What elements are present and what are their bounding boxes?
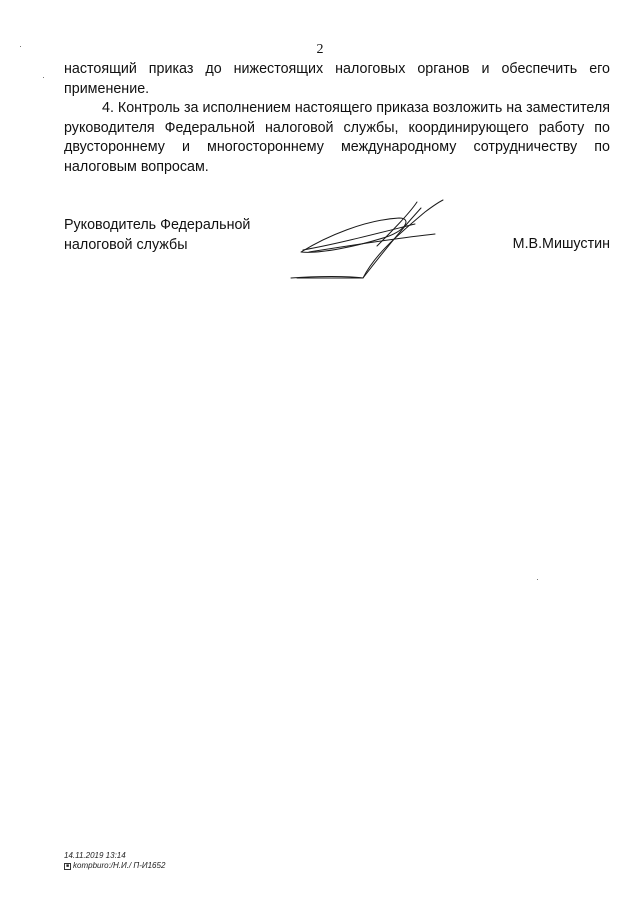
page-number: 2 xyxy=(316,42,324,57)
file-icon: ■ xyxy=(65,862,70,869)
signatory-position xyxy=(64,216,284,255)
scan-speck xyxy=(537,579,538,580)
paragraph-item-4: 4. Контроль за исполнением настоящего приказа возложить на заместителя руководителя Федеральной налоговой службы, координирующего работу по двустороннему и многостороннему международному сотрудничеству по налоговым вопросам. xyxy=(64,100,610,175)
position-line-1: Руководитель Федеральной xyxy=(64,217,251,233)
position-line-2: налоговой службы xyxy=(64,236,188,253)
handwritten-signature xyxy=(287,194,447,280)
scan-speck xyxy=(43,77,44,78)
paragraph-continuation: настоящий приказ до нижестоящих налоговых органов и обеспечить его применение. xyxy=(64,61,610,97)
signatory-name: М.В.Мишустин xyxy=(512,236,610,252)
scan-speck xyxy=(20,46,21,47)
footer-file-path: kompburo:/Н.И./ П-И1652 xyxy=(73,861,166,870)
footer-timestamp: 14.11.2019 13:14 xyxy=(64,851,126,860)
document-footer xyxy=(64,851,165,871)
signature-block xyxy=(64,216,610,296)
order-text xyxy=(64,60,610,177)
